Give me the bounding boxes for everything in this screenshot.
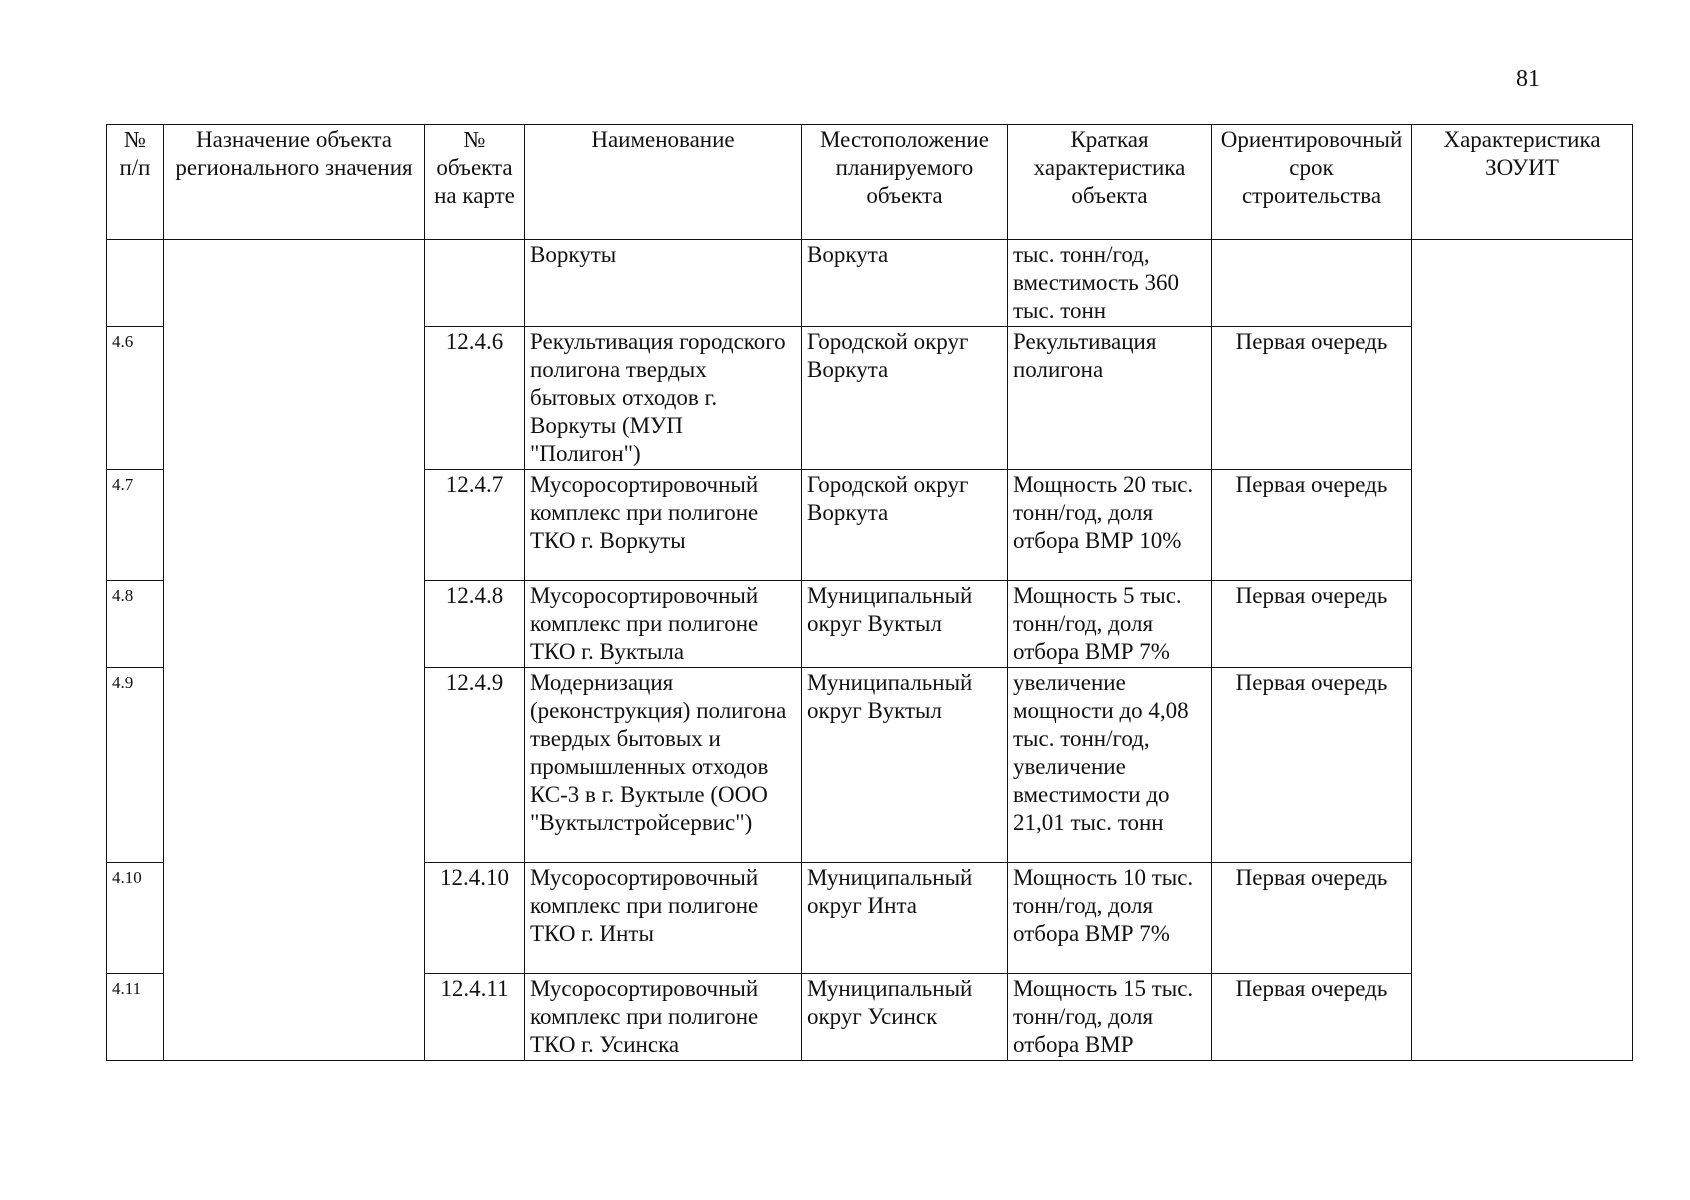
row-num bbox=[107, 240, 164, 327]
object-location: Муниципальный округ Вуктыл bbox=[802, 668, 1008, 863]
build-term: Первая очередь bbox=[1212, 327, 1412, 470]
map-num: 12.4.10 bbox=[425, 863, 525, 974]
object-brief: Рекультивация полигона bbox=[1008, 327, 1212, 470]
header-name: Наименование bbox=[525, 125, 802, 240]
object-location: Воркута bbox=[802, 240, 1008, 327]
page-number: 81 bbox=[1516, 66, 1540, 92]
object-brief: увеличение мощности до 4,08 тыс. тонн/год, увеличение вместимости до 21,01 тыс. тонн bbox=[1008, 668, 1212, 863]
object-name: Мусоросортировочный комплекс при полигоне ТКО г. Воркуты bbox=[525, 470, 802, 581]
map-num: 12.4.9 bbox=[425, 668, 525, 863]
build-term: Первая очередь bbox=[1212, 863, 1412, 974]
object-brief: Мощность 20 тыс. тонн/год, доля отбора ВМР 10% bbox=[1008, 470, 1212, 581]
object-location: Муниципальный округ Вуктыл bbox=[802, 581, 1008, 668]
row-num: 4.6 bbox=[107, 327, 164, 470]
object-brief: Мощность 15 тыс. тонн/год, доля отбора ВМР bbox=[1008, 974, 1212, 1061]
purpose-cell bbox=[164, 240, 425, 1061]
row-num: 4.7 bbox=[107, 470, 164, 581]
object-location: Городской округ Воркута bbox=[802, 470, 1008, 581]
row-num: 4.10 bbox=[107, 863, 164, 974]
header-brief: Краткая характеристика объекта bbox=[1008, 125, 1212, 240]
map-num: 12.4.8 bbox=[425, 581, 525, 668]
row-num: 4.11 bbox=[107, 974, 164, 1061]
map-num: 12.4.6 bbox=[425, 327, 525, 470]
build-term: Первая очередь bbox=[1212, 470, 1412, 581]
object-name: Модернизация (реконструкция) полигона твердых бытовых и промышленных отходов КС-3 в г. Вуктыле (ООО "Вуктылстройсервис") bbox=[525, 668, 802, 863]
object-name: Мусоросортировочный комплекс при полигоне ТКО г. Усинска bbox=[525, 974, 802, 1061]
header-purpose: Назначение объекта регионального значения bbox=[164, 125, 425, 240]
object-name: Рекультивация городского полигона твердых бытовых отходов г. Воркуты (МУП "Полигон") bbox=[525, 327, 802, 470]
header-num: № п/п bbox=[107, 125, 164, 240]
object-location: Муниципальный округ Инта bbox=[802, 863, 1008, 974]
build-term: Первая очередь bbox=[1212, 974, 1412, 1061]
header-zouit: Характеристика ЗОУИТ bbox=[1412, 125, 1633, 240]
map-num: 12.4.7 bbox=[425, 470, 525, 581]
object-name: Мусоросортировочный комплекс при полигоне ТКО г. Инты bbox=[525, 863, 802, 974]
header-term: Ориентировочный срок строительства bbox=[1212, 125, 1412, 240]
row-num: 4.8 bbox=[107, 581, 164, 668]
header-row bbox=[107, 125, 1633, 240]
object-name: Воркуты bbox=[525, 240, 802, 327]
object-brief: тыс. тонн/год, вместимость 360 тыс. тонн bbox=[1008, 240, 1212, 327]
object-name: Мусоросортировочный комплекс при полигоне ТКО г. Вуктыла bbox=[525, 581, 802, 668]
build-term: Первая очередь bbox=[1212, 581, 1412, 668]
build-term: Первая очередь bbox=[1212, 668, 1412, 863]
map-num: 12.4.11 bbox=[425, 974, 525, 1061]
build-term bbox=[1212, 240, 1412, 327]
object-brief: Мощность 5 тыс. тонн/год, доля отбора ВМР 7% bbox=[1008, 581, 1212, 668]
object-brief: Мощность 10 тыс. тонн/год, доля отбора ВМР 7% bbox=[1008, 863, 1212, 974]
zouit-cell bbox=[1412, 240, 1633, 1061]
row-num: 4.9 bbox=[107, 668, 164, 863]
objects-table bbox=[106, 124, 1633, 1061]
object-location: Муниципальный округ Усинск bbox=[802, 974, 1008, 1061]
header-map-num: № объекта на карте bbox=[425, 125, 525, 240]
object-location: Городской округ Воркута bbox=[802, 327, 1008, 470]
map-num bbox=[425, 240, 525, 327]
table-row bbox=[107, 240, 1633, 327]
header-location: Местоположение планируемого объекта bbox=[802, 125, 1008, 240]
